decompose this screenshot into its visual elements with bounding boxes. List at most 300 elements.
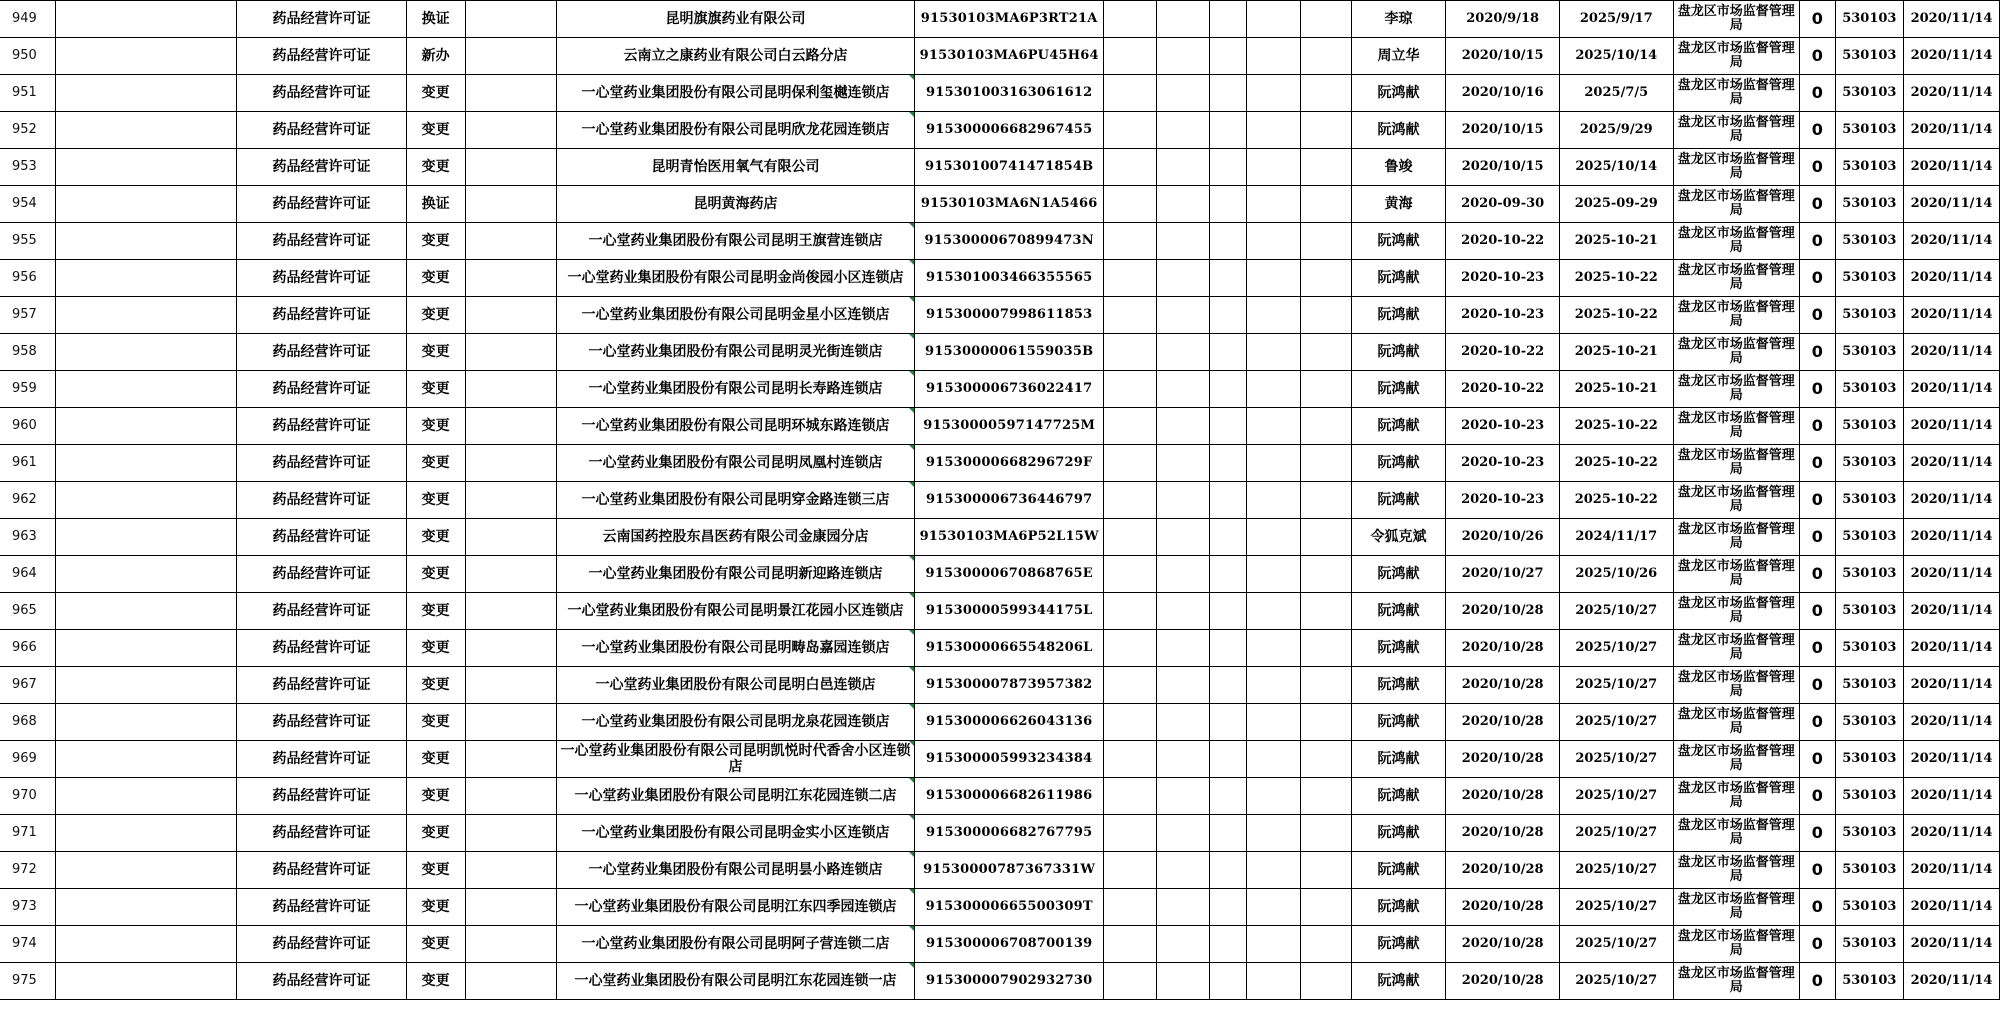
- license-type-cell[interactable]: 药品经营许可证: [237, 38, 406, 75]
- empty-cell[interactable]: [1156, 223, 1209, 260]
- empty-cell[interactable]: [1247, 667, 1301, 704]
- valid-to-cell[interactable]: 2025/10/27: [1559, 630, 1673, 667]
- empty-cell[interactable]: [1104, 112, 1157, 149]
- empty-cell[interactable]: [1247, 926, 1301, 963]
- valid-to-cell[interactable]: 2025/10/27: [1559, 741, 1673, 778]
- action-cell[interactable]: 变更: [406, 75, 465, 112]
- row-number-cell[interactable]: 966: [0, 630, 56, 667]
- empty-cell[interactable]: [465, 963, 557, 1000]
- credit-code-cell[interactable]: 91530100741471854B: [914, 149, 1103, 186]
- empty-cell[interactable]: [1156, 112, 1209, 149]
- empty-cell[interactable]: [465, 852, 557, 889]
- empty-cell[interactable]: [1209, 408, 1247, 445]
- valid-to-cell[interactable]: 2024/11/17: [1559, 519, 1673, 556]
- empty-cell[interactable]: [56, 593, 237, 630]
- authority-cell[interactable]: 盘龙区市场监督管理局: [1673, 408, 1799, 445]
- valid-to-cell[interactable]: 2025/10/27: [1559, 667, 1673, 704]
- empty-cell[interactable]: [465, 112, 557, 149]
- empty-cell[interactable]: [1104, 371, 1157, 408]
- empty-cell[interactable]: [56, 149, 237, 186]
- company-name-cell[interactable]: 一心堂药业集团股份有限公司昆明欣龙花园连锁店: [557, 112, 915, 149]
- license-type-cell[interactable]: 药品经营许可证: [237, 889, 406, 926]
- row-number-cell[interactable]: 975: [0, 963, 56, 1000]
- status-flag-cell[interactable]: 0: [1799, 1, 1835, 38]
- status-flag-cell[interactable]: 0: [1799, 38, 1835, 75]
- publish-date-cell[interactable]: 2020/11/14: [1904, 482, 2000, 519]
- action-cell[interactable]: 新办: [406, 38, 465, 75]
- row-number-cell[interactable]: 950: [0, 38, 56, 75]
- credit-code-cell[interactable]: 915300006736446797: [914, 482, 1103, 519]
- action-cell[interactable]: 变更: [406, 371, 465, 408]
- status-flag-cell[interactable]: 0: [1799, 186, 1835, 223]
- empty-cell[interactable]: [1209, 963, 1247, 1000]
- empty-cell[interactable]: [1156, 75, 1209, 112]
- valid-to-cell[interactable]: 2025-10-21: [1559, 371, 1673, 408]
- authority-cell[interactable]: 盘龙区市场监督管理局: [1673, 445, 1799, 482]
- empty-cell[interactable]: [1247, 593, 1301, 630]
- credit-code-cell[interactable]: 915300006682967455: [914, 112, 1103, 149]
- empty-cell[interactable]: [1156, 371, 1209, 408]
- legal-person-cell[interactable]: 李琼: [1351, 1, 1446, 38]
- region-code-cell[interactable]: 530103: [1835, 889, 1903, 926]
- license-type-cell[interactable]: 药品经营许可证: [237, 334, 406, 371]
- authority-cell[interactable]: 盘龙区市场监督管理局: [1673, 926, 1799, 963]
- empty-cell[interactable]: [1247, 630, 1301, 667]
- action-cell[interactable]: 变更: [406, 926, 465, 963]
- empty-cell[interactable]: [1301, 186, 1352, 223]
- status-flag-cell[interactable]: 0: [1799, 704, 1835, 741]
- action-cell[interactable]: 换证: [406, 1, 465, 38]
- empty-cell[interactable]: [56, 630, 237, 667]
- empty-cell[interactable]: [56, 926, 237, 963]
- legal-person-cell[interactable]: 阮鸿献: [1351, 963, 1446, 1000]
- empty-cell[interactable]: [1156, 556, 1209, 593]
- status-flag-cell[interactable]: 0: [1799, 741, 1835, 778]
- empty-cell[interactable]: [1209, 149, 1247, 186]
- authority-cell[interactable]: 盘龙区市场监督管理局: [1673, 371, 1799, 408]
- empty-cell[interactable]: [1104, 741, 1157, 778]
- company-name-cell[interactable]: 一心堂药业集团股份有限公司昆明阿子营连锁二店: [557, 926, 915, 963]
- status-flag-cell[interactable]: 0: [1799, 75, 1835, 112]
- action-cell[interactable]: 变更: [406, 778, 465, 815]
- publish-date-cell[interactable]: 2020/11/14: [1904, 334, 2000, 371]
- valid-from-cell[interactable]: 2020-10-22: [1446, 371, 1560, 408]
- empty-cell[interactable]: [1156, 38, 1209, 75]
- legal-person-cell[interactable]: 阮鸿献: [1351, 852, 1446, 889]
- empty-cell[interactable]: [56, 852, 237, 889]
- empty-cell[interactable]: [1301, 815, 1352, 852]
- status-flag-cell[interactable]: 0: [1799, 408, 1835, 445]
- empty-cell[interactable]: [1209, 334, 1247, 371]
- region-code-cell[interactable]: 530103: [1835, 778, 1903, 815]
- empty-cell[interactable]: [1156, 667, 1209, 704]
- legal-person-cell[interactable]: 阮鸿献: [1351, 297, 1446, 334]
- authority-cell[interactable]: 盘龙区市场监督管理局: [1673, 704, 1799, 741]
- empty-cell[interactable]: [1156, 741, 1209, 778]
- credit-code-cell[interactable]: 915300006708700139: [914, 926, 1103, 963]
- legal-person-cell[interactable]: 阮鸿献: [1351, 630, 1446, 667]
- empty-cell[interactable]: [1104, 334, 1157, 371]
- action-cell[interactable]: 变更: [406, 445, 465, 482]
- credit-code-cell[interactable]: 91530000668296729F: [914, 445, 1103, 482]
- company-name-cell[interactable]: 一心堂药业集团股份有限公司昆明景江花园小区连锁店: [557, 593, 915, 630]
- valid-from-cell[interactable]: 2020/10/26: [1446, 519, 1560, 556]
- valid-from-cell[interactable]: 2020/10/28: [1446, 667, 1560, 704]
- authority-cell[interactable]: 盘龙区市场监督管理局: [1673, 556, 1799, 593]
- empty-cell[interactable]: [1104, 593, 1157, 630]
- empty-cell[interactable]: [1247, 112, 1301, 149]
- valid-from-cell[interactable]: 2020/10/28: [1446, 778, 1560, 815]
- credit-code-cell[interactable]: 915300007998611853: [914, 297, 1103, 334]
- valid-to-cell[interactable]: 2025/10/14: [1559, 38, 1673, 75]
- empty-cell[interactable]: [465, 778, 557, 815]
- authority-cell[interactable]: 盘龙区市场监督管理局: [1673, 260, 1799, 297]
- empty-cell[interactable]: [56, 186, 237, 223]
- valid-to-cell[interactable]: 2025/10/27: [1559, 815, 1673, 852]
- publish-date-cell[interactable]: 2020/11/14: [1904, 667, 2000, 704]
- publish-date-cell[interactable]: 2020/11/14: [1904, 852, 2000, 889]
- valid-from-cell[interactable]: 2020/10/28: [1446, 926, 1560, 963]
- legal-person-cell[interactable]: 阮鸿献: [1351, 889, 1446, 926]
- company-name-cell[interactable]: 一心堂药业集团股份有限公司昆明穿金路连锁三店: [557, 482, 915, 519]
- empty-cell[interactable]: [1301, 445, 1352, 482]
- empty-cell[interactable]: [1301, 482, 1352, 519]
- empty-cell[interactable]: [56, 815, 237, 852]
- empty-cell[interactable]: [1104, 926, 1157, 963]
- empty-cell[interactable]: [1247, 1, 1301, 38]
- empty-cell[interactable]: [465, 556, 557, 593]
- empty-cell[interactable]: [1209, 519, 1247, 556]
- publish-date-cell[interactable]: 2020/11/14: [1904, 260, 2000, 297]
- empty-cell[interactable]: [1247, 75, 1301, 112]
- publish-date-cell[interactable]: 2020/11/14: [1904, 149, 2000, 186]
- region-code-cell[interactable]: 530103: [1835, 38, 1903, 75]
- empty-cell[interactable]: [1301, 778, 1352, 815]
- action-cell[interactable]: 变更: [406, 149, 465, 186]
- row-number-cell[interactable]: 974: [0, 926, 56, 963]
- region-code-cell[interactable]: 530103: [1835, 556, 1903, 593]
- credit-code-cell[interactable]: 915300007873957382: [914, 667, 1103, 704]
- valid-to-cell[interactable]: 2025/10/27: [1559, 852, 1673, 889]
- publish-date-cell[interactable]: 2020/11/14: [1904, 75, 2000, 112]
- empty-cell[interactable]: [56, 482, 237, 519]
- status-flag-cell[interactable]: 0: [1799, 445, 1835, 482]
- empty-cell[interactable]: [1104, 778, 1157, 815]
- action-cell[interactable]: 变更: [406, 334, 465, 371]
- valid-from-cell[interactable]: 2020-10-22: [1446, 334, 1560, 371]
- license-type-cell[interactable]: 药品经营许可证: [237, 75, 406, 112]
- empty-cell[interactable]: [1301, 149, 1352, 186]
- credit-code-cell[interactable]: 91530000597147725M: [914, 408, 1103, 445]
- valid-from-cell[interactable]: 2020/10/28: [1446, 593, 1560, 630]
- empty-cell[interactable]: [1104, 223, 1157, 260]
- company-name-cell[interactable]: 一心堂药业集团股份有限公司昆明江东花园连锁二店: [557, 778, 915, 815]
- valid-from-cell[interactable]: 2020-10-23: [1446, 297, 1560, 334]
- empty-cell[interactable]: [1209, 1, 1247, 38]
- empty-cell[interactable]: [1104, 260, 1157, 297]
- region-code-cell[interactable]: 530103: [1835, 815, 1903, 852]
- empty-cell[interactable]: [56, 445, 237, 482]
- valid-to-cell[interactable]: 2025/10/14: [1559, 149, 1673, 186]
- empty-cell[interactable]: [1209, 186, 1247, 223]
- valid-to-cell[interactable]: 2025/9/29: [1559, 112, 1673, 149]
- license-type-cell[interactable]: 药品经营许可证: [237, 852, 406, 889]
- publish-date-cell[interactable]: 2020/11/14: [1904, 593, 2000, 630]
- action-cell[interactable]: 变更: [406, 704, 465, 741]
- region-code-cell[interactable]: 530103: [1835, 112, 1903, 149]
- status-flag-cell[interactable]: 0: [1799, 815, 1835, 852]
- authority-cell[interactable]: 盘龙区市场监督管理局: [1673, 223, 1799, 260]
- action-cell[interactable]: 变更: [406, 519, 465, 556]
- company-name-cell[interactable]: 一心堂药业集团股份有限公司昆明凯悦时代香舍小区连锁店: [557, 741, 915, 778]
- valid-to-cell[interactable]: 2025/9/17: [1559, 1, 1673, 38]
- empty-cell[interactable]: [1209, 852, 1247, 889]
- empty-cell[interactable]: [1104, 149, 1157, 186]
- authority-cell[interactable]: 盘龙区市场监督管理局: [1673, 741, 1799, 778]
- empty-cell[interactable]: [1247, 778, 1301, 815]
- legal-person-cell[interactable]: 阮鸿献: [1351, 667, 1446, 704]
- empty-cell[interactable]: [1247, 371, 1301, 408]
- row-number-cell[interactable]: 954: [0, 186, 56, 223]
- region-code-cell[interactable]: 530103: [1835, 445, 1903, 482]
- empty-cell[interactable]: [56, 334, 237, 371]
- status-flag-cell[interactable]: 0: [1799, 963, 1835, 1000]
- empty-cell[interactable]: [465, 297, 557, 334]
- company-name-cell[interactable]: 云南国药控股东昌医药有限公司金康园分店: [557, 519, 915, 556]
- publish-date-cell[interactable]: 2020/11/14: [1904, 1, 2000, 38]
- empty-cell[interactable]: [1156, 704, 1209, 741]
- region-code-cell[interactable]: 530103: [1835, 704, 1903, 741]
- empty-cell[interactable]: [1209, 482, 1247, 519]
- authority-cell[interactable]: 盘龙区市场监督管理局: [1673, 38, 1799, 75]
- status-flag-cell[interactable]: 0: [1799, 112, 1835, 149]
- status-flag-cell[interactable]: 0: [1799, 889, 1835, 926]
- legal-person-cell[interactable]: 阮鸿献: [1351, 926, 1446, 963]
- status-flag-cell[interactable]: 0: [1799, 593, 1835, 630]
- company-name-cell[interactable]: 一心堂药业集团股份有限公司昆明新迎路连锁店: [557, 556, 915, 593]
- empty-cell[interactable]: [1247, 260, 1301, 297]
- valid-from-cell[interactable]: 2020-10-22: [1446, 223, 1560, 260]
- empty-cell[interactable]: [1247, 445, 1301, 482]
- empty-cell[interactable]: [1209, 741, 1247, 778]
- empty-cell[interactable]: [1209, 630, 1247, 667]
- empty-cell[interactable]: [465, 445, 557, 482]
- valid-from-cell[interactable]: 2020/10/28: [1446, 704, 1560, 741]
- valid-from-cell[interactable]: 2020-10-23: [1446, 482, 1560, 519]
- valid-from-cell[interactable]: 2020/10/28: [1446, 741, 1560, 778]
- empty-cell[interactable]: [1247, 223, 1301, 260]
- empty-cell[interactable]: [1209, 297, 1247, 334]
- company-name-cell[interactable]: 一心堂药业集团股份有限公司昆明凤凰村连锁店: [557, 445, 915, 482]
- empty-cell[interactable]: [1301, 1, 1352, 38]
- region-code-cell[interactable]: 530103: [1835, 852, 1903, 889]
- authority-cell[interactable]: 盘龙区市场监督管理局: [1673, 186, 1799, 223]
- empty-cell[interactable]: [56, 38, 237, 75]
- license-type-cell[interactable]: 药品经营许可证: [237, 667, 406, 704]
- region-code-cell[interactable]: 530103: [1835, 223, 1903, 260]
- empty-cell[interactable]: [1247, 963, 1301, 1000]
- empty-cell[interactable]: [465, 38, 557, 75]
- valid-to-cell[interactable]: 2025/10/27: [1559, 778, 1673, 815]
- publish-date-cell[interactable]: 2020/11/14: [1904, 223, 2000, 260]
- empty-cell[interactable]: [1301, 926, 1352, 963]
- empty-cell[interactable]: [1301, 630, 1352, 667]
- empty-cell[interactable]: [1301, 408, 1352, 445]
- empty-cell[interactable]: [1156, 593, 1209, 630]
- valid-from-cell[interactable]: 2020/9/18: [1446, 1, 1560, 38]
- company-name-cell[interactable]: 一心堂药业集团股份有限公司昆明长寿路连锁店: [557, 371, 915, 408]
- empty-cell[interactable]: [465, 149, 557, 186]
- company-name-cell[interactable]: 一心堂药业集团股份有限公司昆明金星小区连锁店: [557, 297, 915, 334]
- empty-cell[interactable]: [56, 519, 237, 556]
- company-name-cell[interactable]: 一心堂药业集团股份有限公司昆明江东花园连锁一店: [557, 963, 915, 1000]
- region-code-cell[interactable]: 530103: [1835, 926, 1903, 963]
- row-number-cell[interactable]: 958: [0, 334, 56, 371]
- empty-cell[interactable]: [1209, 667, 1247, 704]
- row-number-cell[interactable]: 963: [0, 519, 56, 556]
- action-cell[interactable]: 变更: [406, 667, 465, 704]
- row-number-cell[interactable]: 965: [0, 593, 56, 630]
- company-name-cell[interactable]: 一心堂药业集团股份有限公司昆明王旗营连锁店: [557, 223, 915, 260]
- valid-to-cell[interactable]: 2025/10/27: [1559, 926, 1673, 963]
- valid-to-cell[interactable]: 2025-10-21: [1559, 334, 1673, 371]
- license-type-cell[interactable]: 药品经营许可证: [237, 741, 406, 778]
- authority-cell[interactable]: 盘龙区市场监督管理局: [1673, 963, 1799, 1000]
- authority-cell[interactable]: 盘龙区市场监督管理局: [1673, 519, 1799, 556]
- empty-cell[interactable]: [1209, 75, 1247, 112]
- publish-date-cell[interactable]: 2020/11/14: [1904, 630, 2000, 667]
- region-code-cell[interactable]: 530103: [1835, 593, 1903, 630]
- empty-cell[interactable]: [1156, 1, 1209, 38]
- credit-code-cell[interactable]: 91530000061559035B: [914, 334, 1103, 371]
- empty-cell[interactable]: [1301, 75, 1352, 112]
- credit-code-cell[interactable]: 91530000670868765E: [914, 556, 1103, 593]
- action-cell[interactable]: 变更: [406, 482, 465, 519]
- empty-cell[interactable]: [1156, 815, 1209, 852]
- row-number-cell[interactable]: 972: [0, 852, 56, 889]
- empty-cell[interactable]: [1301, 519, 1352, 556]
- status-flag-cell[interactable]: 0: [1799, 482, 1835, 519]
- empty-cell[interactable]: [465, 815, 557, 852]
- empty-cell[interactable]: [1209, 223, 1247, 260]
- region-code-cell[interactable]: 530103: [1835, 297, 1903, 334]
- region-code-cell[interactable]: 530103: [1835, 149, 1903, 186]
- empty-cell[interactable]: [1209, 112, 1247, 149]
- authority-cell[interactable]: 盘龙区市场监督管理局: [1673, 149, 1799, 186]
- empty-cell[interactable]: [56, 778, 237, 815]
- credit-code-cell[interactable]: 915300005993234384: [914, 741, 1103, 778]
- empty-cell[interactable]: [1247, 704, 1301, 741]
- license-type-cell[interactable]: 药品经营许可证: [237, 815, 406, 852]
- empty-cell[interactable]: [465, 741, 557, 778]
- authority-cell[interactable]: 盘龙区市场监督管理局: [1673, 593, 1799, 630]
- authority-cell[interactable]: 盘龙区市场监督管理局: [1673, 889, 1799, 926]
- company-name-cell[interactable]: 一心堂药业集团股份有限公司昆明白邑连锁店: [557, 667, 915, 704]
- publish-date-cell[interactable]: 2020/11/14: [1904, 408, 2000, 445]
- credit-code-cell[interactable]: 915300006626043136: [914, 704, 1103, 741]
- publish-date-cell[interactable]: 2020/11/14: [1904, 519, 2000, 556]
- license-type-cell[interactable]: 药品经营许可证: [237, 445, 406, 482]
- empty-cell[interactable]: [1156, 149, 1209, 186]
- publish-date-cell[interactable]: 2020/11/14: [1904, 112, 2000, 149]
- empty-cell[interactable]: [1301, 223, 1352, 260]
- empty-cell[interactable]: [1247, 149, 1301, 186]
- publish-date-cell[interactable]: 2020/11/14: [1904, 445, 2000, 482]
- empty-cell[interactable]: [465, 186, 557, 223]
- credit-code-cell[interactable]: 91530103MA6P52L15W: [914, 519, 1103, 556]
- license-type-cell[interactable]: 药品经营许可证: [237, 704, 406, 741]
- valid-from-cell[interactable]: 2020/10/16: [1446, 75, 1560, 112]
- license-type-cell[interactable]: 药品经营许可证: [237, 260, 406, 297]
- legal-person-cell[interactable]: 阮鸿献: [1351, 223, 1446, 260]
- empty-cell[interactable]: [1104, 667, 1157, 704]
- action-cell[interactable]: 变更: [406, 852, 465, 889]
- empty-cell[interactable]: [56, 297, 237, 334]
- action-cell[interactable]: 变更: [406, 630, 465, 667]
- region-code-cell[interactable]: 530103: [1835, 482, 1903, 519]
- credit-code-cell[interactable]: 915300007902932730: [914, 963, 1103, 1000]
- empty-cell[interactable]: [1247, 334, 1301, 371]
- company-name-cell[interactable]: 昆明黄海药店: [557, 186, 915, 223]
- publish-date-cell[interactable]: 2020/11/14: [1904, 963, 2000, 1000]
- empty-cell[interactable]: [1301, 852, 1352, 889]
- region-code-cell[interactable]: 530103: [1835, 519, 1903, 556]
- empty-cell[interactable]: [1104, 408, 1157, 445]
- empty-cell[interactable]: [56, 260, 237, 297]
- empty-cell[interactable]: [56, 408, 237, 445]
- empty-cell[interactable]: [1104, 75, 1157, 112]
- action-cell[interactable]: 变更: [406, 112, 465, 149]
- empty-cell[interactable]: [465, 223, 557, 260]
- license-type-cell[interactable]: 药品经营许可证: [237, 1, 406, 38]
- status-flag-cell[interactable]: 0: [1799, 852, 1835, 889]
- valid-from-cell[interactable]: 2020/10/28: [1446, 852, 1560, 889]
- publish-date-cell[interactable]: 2020/11/14: [1904, 815, 2000, 852]
- license-type-cell[interactable]: 药品经营许可证: [237, 371, 406, 408]
- license-type-cell[interactable]: 药品经营许可证: [237, 963, 406, 1000]
- legal-person-cell[interactable]: 周立华: [1351, 38, 1446, 75]
- legal-person-cell[interactable]: 阮鸿献: [1351, 371, 1446, 408]
- row-number-cell[interactable]: 953: [0, 149, 56, 186]
- legal-person-cell[interactable]: 阮鸿献: [1351, 445, 1446, 482]
- credit-code-cell[interactable]: 91530000599344175L: [914, 593, 1103, 630]
- legal-person-cell[interactable]: 黄海: [1351, 186, 1446, 223]
- publish-date-cell[interactable]: 2020/11/14: [1904, 38, 2000, 75]
- empty-cell[interactable]: [1104, 556, 1157, 593]
- valid-from-cell[interactable]: 2020/10/28: [1446, 815, 1560, 852]
- valid-from-cell[interactable]: 2020/10/27: [1446, 556, 1560, 593]
- license-type-cell[interactable]: 药品经营许可证: [237, 593, 406, 630]
- empty-cell[interactable]: [1247, 38, 1301, 75]
- empty-cell[interactable]: [465, 704, 557, 741]
- empty-cell[interactable]: [465, 260, 557, 297]
- status-flag-cell[interactable]: 0: [1799, 630, 1835, 667]
- action-cell[interactable]: 变更: [406, 593, 465, 630]
- empty-cell[interactable]: [1156, 482, 1209, 519]
- valid-from-cell[interactable]: 2020-10-23: [1446, 260, 1560, 297]
- company-name-cell[interactable]: 一心堂药业集团股份有限公司昆明保利玺樾连锁店: [557, 75, 915, 112]
- license-type-cell[interactable]: 药品经营许可证: [237, 519, 406, 556]
- empty-cell[interactable]: [1209, 556, 1247, 593]
- empty-cell[interactable]: [465, 482, 557, 519]
- credit-code-cell[interactable]: 91530103MA6PU45H64: [914, 38, 1103, 75]
- empty-cell[interactable]: [465, 519, 557, 556]
- empty-cell[interactable]: [465, 408, 557, 445]
- action-cell[interactable]: 换证: [406, 186, 465, 223]
- legal-person-cell[interactable]: 阮鸿献: [1351, 75, 1446, 112]
- empty-cell[interactable]: [1247, 519, 1301, 556]
- status-flag-cell[interactable]: 0: [1799, 926, 1835, 963]
